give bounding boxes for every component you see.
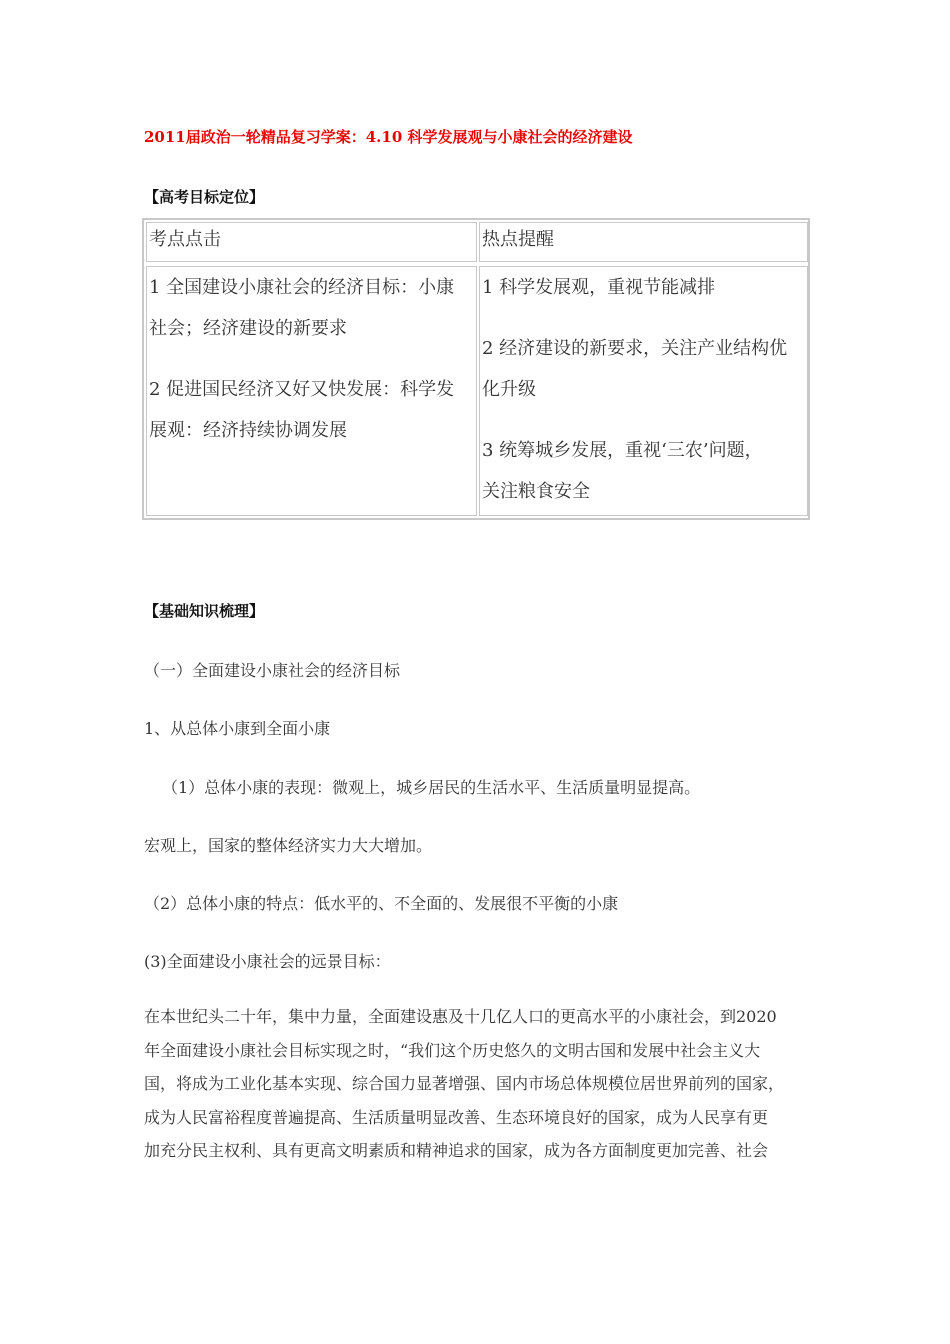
hot-topic-item [482,267,805,308]
body-paragraph [144,1000,806,1168]
hot-topic-item [482,328,805,410]
exam-point-line: 社会；经济建设的新要求 [149,318,347,339]
exam-point-line: 2 促进国民经济又好又快发展：科学发 [149,379,455,400]
table-header-exam-points: 考点点击 [146,222,477,262]
outline-line: （1）总体小康的表现：微观上，城乡居民的生活水平、生活质量明显提高。 [162,778,701,797]
section-heading-exam-targets: 【高考目标定位】 [144,188,265,206]
paragraph-line: 年全面建设小康社会目标实现之时，“我们这个历史悠久的文明古国和发展中社会主义大 [144,1040,761,1060]
hot-topic-line: 2 经济建设的新要求，关注产业结构优 [482,338,788,359]
paragraph-line: 在本世纪头二十年，集中力量，全面建设惠及十几亿人口的更高水平的小康社会，到2020 [144,1007,777,1026]
section-heading-basic-knowledge: 【基础知识梳理】 [144,602,265,620]
outline-line: （一）全面建设小康社会的经济目标 [144,661,401,680]
paragraph-line: 国，将成为工业化基本实现、综合国力显著增强、国内市场总体规模位居世界前列的国家， [144,1074,785,1093]
exam-point-line: 展观：经济持续协调发展 [149,420,347,441]
hot-topic-item [482,430,805,512]
outline-line: 宏观上，国家的整体经济实力大大增加。 [144,836,433,855]
exam-points-table [142,218,810,520]
hot-topic-line: 1 科学发展观，重视节能减排 [482,277,716,298]
exam-point-line: 1 全国建设小康社会的经济目标：小康 [149,277,455,298]
hot-topic-line: 3 统筹城乡发展，重视‘三农’问题， [482,440,763,461]
paragraph-line: 加充分民主权利、具有更高文明素质和精神追求的国家，成为各方面制度更加完善、社会 [144,1141,769,1160]
exam-point-item [149,369,474,451]
outline-line: (3)全面建设小康社会的远景目标： [144,952,391,971]
table-cell-hot-topics [479,266,808,516]
hot-topic-line: 化升级 [482,379,536,400]
exam-point-item [149,267,474,349]
table-header-hot-topics: 热点提醒 [479,222,808,262]
paragraph-line: 成为人民富裕程度普遍提高、生活质量明显改善、生态环境良好的国家，成为人民享有更 [144,1107,769,1127]
document-title: 2011届政治一轮精品复习学案：4.10 科学发展观与小康社会的经济建设 [144,128,633,146]
table-cell-exam-points [146,266,477,516]
hot-topic-line: 关注粮食安全 [482,481,590,502]
outline-line: 1、从总体小康到全面小康 [144,719,331,738]
outline-line: （2）总体小康的特点：低水平的、不全面的、发展很不平衡的小康 [144,894,619,913]
